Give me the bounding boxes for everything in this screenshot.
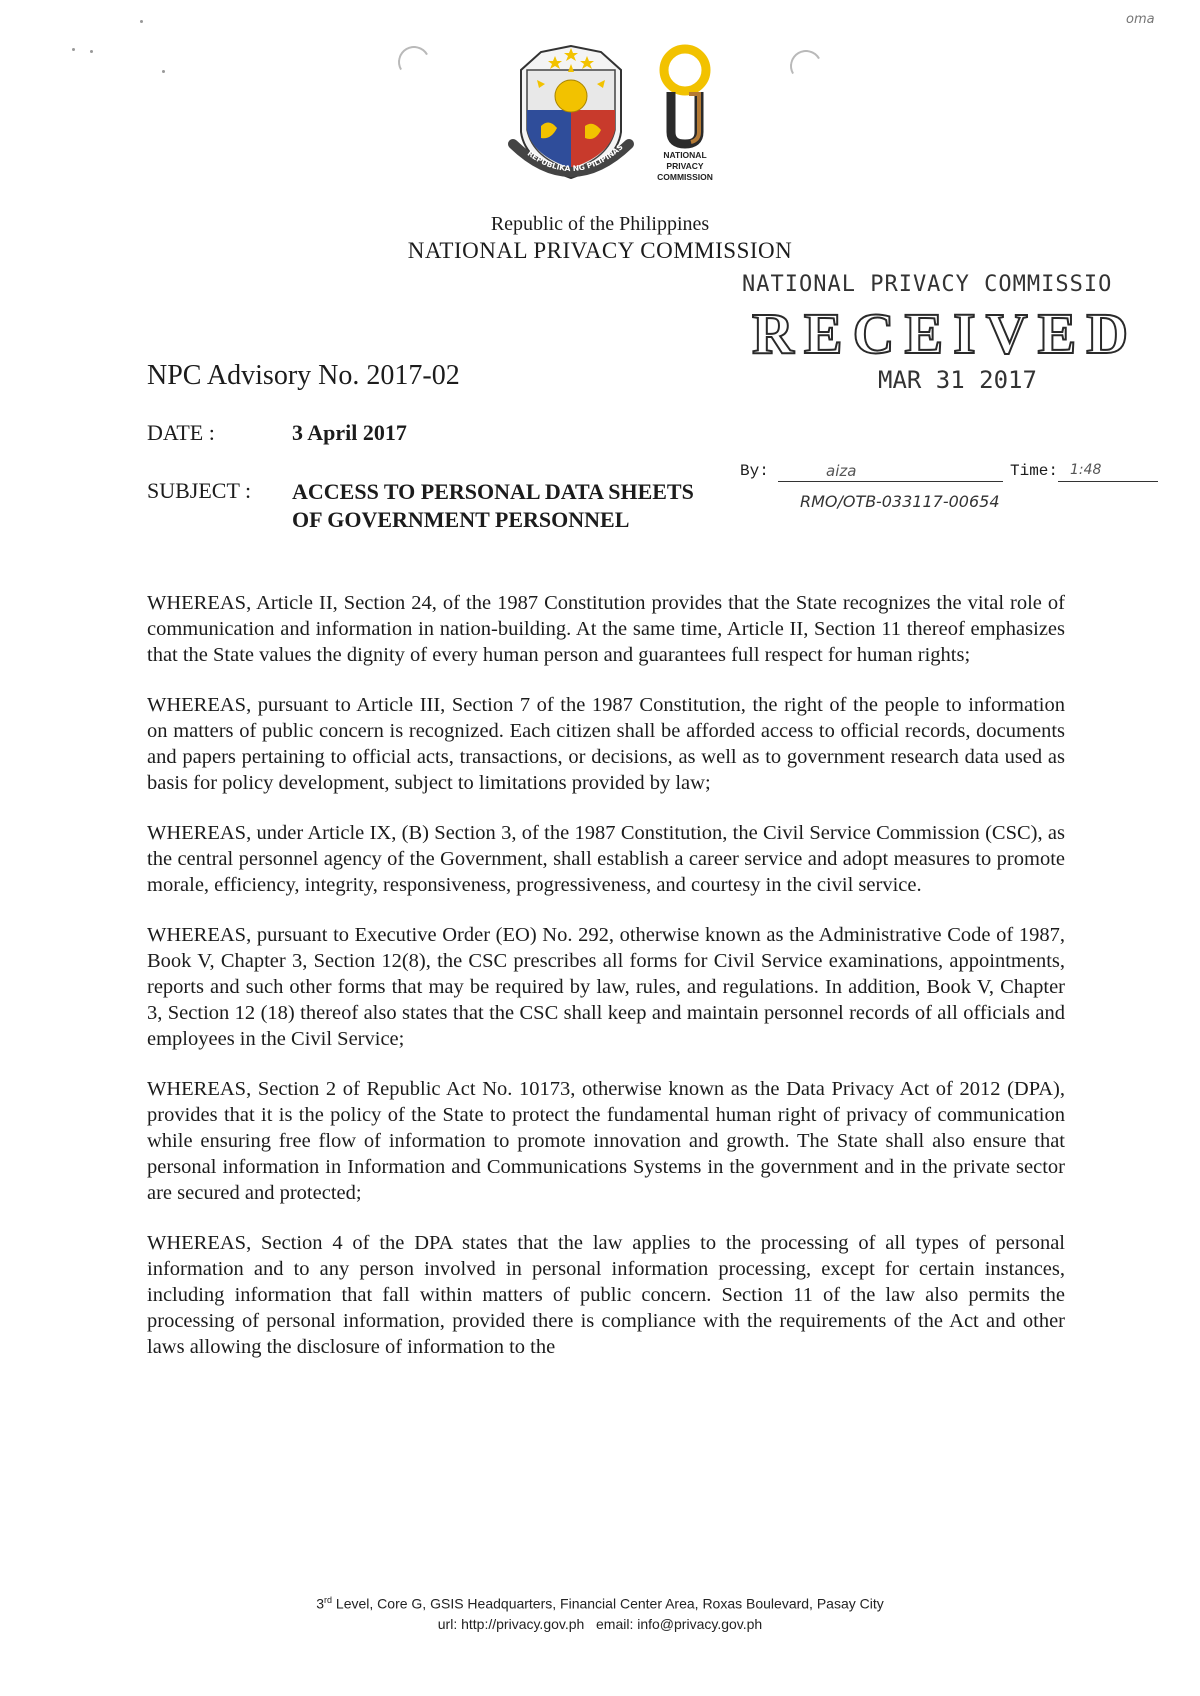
subject-label: SUBJECT :: [147, 478, 252, 503]
commission-heading: NATIONAL PRIVACY COMMISSION: [407, 238, 793, 263]
footer-email-label: email:: [596, 1615, 638, 1632]
stamp-by-line: [778, 465, 1003, 482]
footer-address-text: Level, Core G, GSIS Headquarters, Financial Center Area, Roxas Boulevard, Pasay City: [332, 1595, 884, 1612]
republic-heading: Republic of the Philippines: [490, 213, 710, 235]
advisory-body: [147, 590, 1065, 1384]
footer-contact: [0, 1614, 1200, 1634]
stamp-time-value: 1:48: [1070, 462, 1102, 478]
whereas-paragraph: WHEREAS, Article II, Section 24, of the 1987 Constitution provides that the State recognizes the vital role of communication and information in nation-building. At the same time, Article II, Section 11 thereof emphasizes that the State values the dignity of every human person and guarantees full respect for human rights;: [147, 592, 1065, 666]
scan-speck: [162, 70, 165, 73]
philippine-seal-icon: [505, 40, 637, 190]
whereas-paragraph: WHEREAS, pursuant to Article III, Section 7 of the 1987 Constitution, the right of the people to information on matters of public concern is recognized. Each citizen shall be afforded access to official records, documents and papers pertaining to official acts, transactions, or decisions, as well as to government research data used as basis for policy development, subject to limitations provided by law;: [147, 694, 1065, 794]
footer-url-label: url:: [437, 1615, 462, 1632]
corner-handwritten-note: oma: [1126, 12, 1155, 27]
whereas-paragraph: WHEREAS, Section 2 of Republic Act No. 10173, otherwise known as the Data Privacy Act of 2012 (DPA), provides that it is the policy of the State to protect the fundamental human right of privacy of communication while ensuring free flow of information to promote innovation and growth. The State shall also ensure that personal information in Information and Communications Systems in the government and in the private sector are secured and protected;: [147, 1078, 1065, 1204]
whereas-paragraph: WHEREAS, under Article IX, (B) Section 3, of the 1987 Constitution, the Civil Service Commission (CSC), as the central personnel agency of the Government, shall establish a career service and adopt measures to promote morale, efficiency, integrity, responsiveness, progressiveness, and courtesy in the civil service.: [147, 822, 1065, 896]
stamp-received: RECEIVED: [752, 301, 1139, 366]
advisory-title: NPC Advisory No. 2017-02: [147, 360, 460, 391]
npc-logo-line: PRIVACY: [666, 161, 704, 171]
footer-email-link[interactable]: info@privacy.gov.ph: [637, 1615, 763, 1632]
scan-speck: [90, 50, 93, 53]
stamp-date: MAR 31 2017: [878, 366, 1037, 394]
npc-logo-line: COMMISSION: [657, 172, 713, 182]
whereas-paragraph: WHEREAS, pursuant to Executive Order (EO) No. 292, otherwise known as the Administrative Code of 1987, Book V, Chapter 3, Section 12(8), the CSC prescribes all forms for Civil Service examinations, appointments, reports and such other forms that may be required by law, rules, and regulations. In addition, Book V, Chapter 3, Section 12 (18) thereof also states that the CSC shall keep and maintain personnel records of all officials and employees in the Civil Service;: [147, 924, 1065, 1050]
npc-keyhole-logo-icon: [645, 40, 725, 150]
stamp-by-label: By:: [740, 462, 769, 480]
npc-logo-caption: [645, 150, 725, 183]
footer-address-sup: rd: [324, 1595, 333, 1605]
footer-url-link[interactable]: http://privacy.gov.ph: [461, 1615, 585, 1632]
subject-line: OF GOVERNMENT PERSONNEL: [292, 507, 630, 532]
footer-address: [0, 1590, 1200, 1614]
stamp-agency-line: NATIONAL PRIVACY COMMISSIO: [742, 272, 1113, 297]
subject-value: [292, 478, 694, 534]
npc-logo-line: NATIONAL: [663, 150, 707, 160]
date-label: DATE :: [147, 420, 215, 445]
scan-speck: [140, 20, 143, 23]
date-value: 3 April 2017: [292, 420, 407, 445]
stamp-by-value: aiza: [826, 462, 857, 480]
stamp-time-label: Time:: [1010, 462, 1059, 480]
whereas-paragraph: WHEREAS, Section 4 of the DPA states that the law applies to the processing of all types of personal information and to any person involved in personal information processing, except for certain instances, including information that fall within matters of public concern. Section 11 of the law also permits the processing of personal information, provided there is compliance with the requirements of the Act and other laws allowing the disclosure of information to the: [147, 1232, 1065, 1358]
punch-hole-right-icon: [786, 46, 825, 85]
stamp-reference-number: RMO/OTB-033117-00654: [800, 492, 1000, 511]
footer-address-number: 3: [316, 1595, 325, 1612]
punch-hole-left-icon: [394, 42, 433, 81]
subject-line: ACCESS TO PERSONAL DATA SHEETS: [292, 479, 694, 504]
page-footer: [0, 1590, 1200, 1634]
svg-text:REPUBLIKA NG PILIPINAS: REPUBLIKA NG PILIPINAS: [525, 142, 625, 174]
scan-speck: [72, 48, 75, 51]
